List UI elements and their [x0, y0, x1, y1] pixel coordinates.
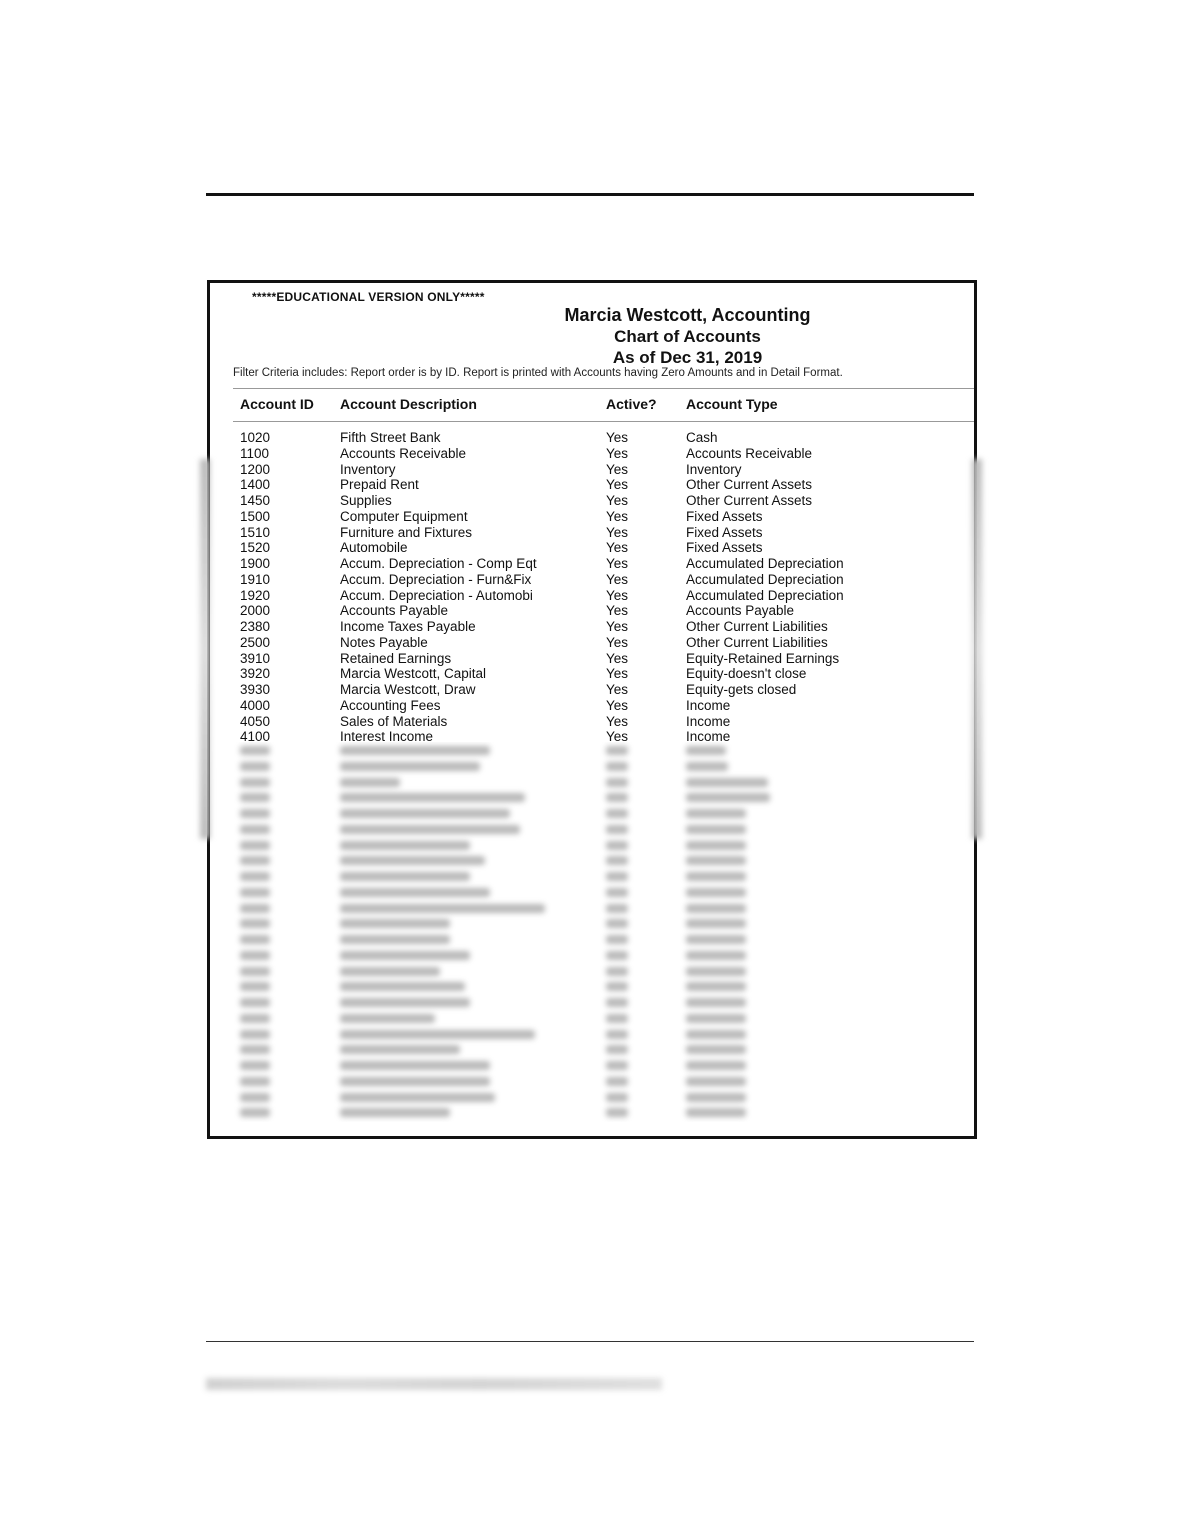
account-active-cell: Yes: [606, 524, 629, 540]
blurred-text: [240, 1108, 270, 1117]
account-description-cell: Inventory: [340, 461, 396, 477]
blurred-text: [240, 841, 270, 850]
blurred-text: [606, 746, 628, 755]
blurred-text: [606, 825, 628, 834]
blurred-text: [340, 919, 450, 928]
table-row: [210, 540, 974, 556]
blurred-text: [606, 762, 628, 771]
table-row: [210, 556, 974, 572]
blurred-text: [340, 935, 450, 944]
account-active-cell: Yes: [606, 603, 629, 619]
blurred-text: [240, 856, 270, 865]
blurred-text: [340, 904, 545, 913]
blurred-text: [686, 998, 746, 1007]
table-row: [210, 714, 974, 730]
account-type-cell: Fixed Assets: [686, 524, 763, 540]
account-active-cell: Yes: [606, 634, 629, 650]
account-id-cell: 1900: [240, 556, 271, 571]
account-description-cell: Marcia Westcott, Capital: [340, 666, 487, 682]
account-id-cell: 1400: [240, 477, 271, 493]
account-active-cell: Yes: [606, 556, 629, 571]
blurred-text: [340, 778, 400, 787]
blurred-row: [207, 1073, 977, 1089]
table-row: [210, 603, 974, 619]
blurred-text: [686, 1061, 746, 1070]
account-active-cell: Yes: [606, 571, 629, 587]
column-header-account-id: Account ID: [240, 396, 314, 412]
account-description-cell: Marcia Westcott, Draw: [340, 682, 476, 697]
blurred-text: [686, 1093, 746, 1102]
header-top-rule: [233, 388, 976, 389]
account-description-cell: Fifth Street Bank: [340, 430, 441, 445]
educational-banner: *****EDUCATIONAL VERSION ONLY*****: [252, 290, 485, 304]
blurred-text: [686, 967, 746, 976]
blurred-text: [606, 1061, 628, 1070]
blurred-text: [606, 935, 628, 944]
account-type-cell: Other Current Liabilities: [686, 619, 828, 634]
blurred-text: [240, 888, 270, 897]
account-active-cell: Yes: [606, 697, 629, 713]
account-active-cell: Yes: [606, 508, 629, 524]
blurred-row: [207, 805, 977, 821]
blurred-rows: [207, 742, 977, 1122]
blurred-text: [240, 872, 270, 881]
blurred-text: [240, 809, 270, 818]
blurred-text: [606, 982, 628, 991]
blurred-text: [606, 888, 628, 897]
account-type-cell: Equity-doesn't close: [686, 666, 807, 682]
account-id-cell: 4100: [240, 729, 271, 745]
blurred-text: [340, 1030, 535, 1039]
top-rule: [206, 193, 974, 196]
blurred-text: [606, 967, 628, 976]
table-row: [210, 430, 974, 446]
account-type-cell: Other Current Liabilities: [686, 634, 828, 650]
blurred-text: [340, 982, 465, 991]
account-active-cell: Yes: [606, 682, 629, 697]
filter-criteria: Filter Criteria includes: Report order is by ID. Report is printed with Accounts having Zero Amounts and in Detail Format.: [233, 367, 843, 379]
blurred-text: [606, 1108, 628, 1117]
account-id-cell: 2000: [240, 603, 271, 619]
account-type-cell: Accounts Payable: [686, 603, 795, 619]
account-description-cell: Interest Income: [340, 729, 434, 745]
account-type-cell: Equity-Retained Earnings: [686, 650, 840, 666]
blurred-row: [207, 742, 977, 758]
account-description-cell: Computer Equipment: [340, 508, 468, 524]
account-active-cell: Yes: [606, 430, 629, 445]
account-id-cell: 1100: [240, 445, 270, 461]
account-type-cell: Income: [686, 729, 731, 745]
blurred-text: [606, 904, 628, 913]
account-description-cell: Accum. Depreciation - Comp Eqt: [340, 556, 537, 571]
blurred-row: [207, 963, 977, 979]
account-description-cell: Automobile: [340, 540, 408, 556]
blurred-text: [240, 935, 270, 944]
blurred-text: [240, 919, 270, 928]
account-description-cell: Notes Payable: [340, 634, 428, 650]
account-description-cell: Prepaid Rent: [340, 477, 419, 493]
blur-edge-right: [972, 459, 982, 839]
blurred-text: [240, 793, 270, 802]
blurred-text: [340, 841, 470, 850]
blurred-text: [240, 1030, 270, 1039]
blurred-text: [606, 951, 628, 960]
table-row: [210, 477, 974, 493]
blurred-row: [207, 789, 977, 805]
blurred-row: [207, 994, 977, 1010]
blurred-text: [240, 904, 270, 913]
account-type-cell: Cash: [686, 430, 718, 445]
footer-blurred-text: [206, 1378, 662, 1390]
blurred-text: [686, 935, 746, 944]
blurred-text: [240, 1077, 270, 1086]
account-active-cell: Yes: [606, 587, 629, 603]
blurred-text: [686, 778, 768, 787]
blurred-text: [240, 1061, 270, 1070]
blurred-text: [240, 825, 270, 834]
blurred-text: [686, 825, 746, 834]
blurred-text: [340, 1093, 495, 1102]
account-type-cell: Other Current Assets: [686, 477, 813, 493]
blurred-text: [606, 998, 628, 1007]
report-title: Chart of Accounts: [614, 327, 761, 346]
blurred-text: [686, 762, 728, 771]
blurred-row: [207, 1010, 977, 1026]
blurred-text: [240, 998, 270, 1007]
account-type-cell: Income: [686, 713, 731, 729]
blur-edge-left: [200, 459, 210, 839]
blurred-text: [606, 793, 628, 802]
table-row: [210, 588, 974, 604]
account-id-cell: 2500: [240, 634, 271, 650]
column-header-active: Active?: [606, 396, 657, 412]
table-row: [210, 666, 974, 682]
account-id-cell: 3930: [240, 682, 271, 697]
account-description-cell: Income Taxes Payable: [340, 619, 476, 634]
accounts-table: [210, 430, 974, 745]
account-id-cell: 3910: [240, 650, 271, 666]
blurred-text: [686, 1030, 746, 1039]
blurred-text: [340, 998, 470, 1007]
report-date: As of Dec 31, 2019: [612, 348, 763, 367]
account-active-cell: Yes: [606, 540, 629, 556]
account-active-cell: Yes: [606, 666, 629, 682]
blurred-text: [606, 919, 628, 928]
blurred-text: [686, 841, 746, 850]
blurred-text: [606, 1014, 628, 1023]
blurred-text: [686, 1014, 746, 1023]
blurred-row: [207, 1041, 977, 1057]
blurred-row: [207, 978, 977, 994]
blurred-text: [240, 967, 270, 976]
blurred-text: [686, 919, 746, 928]
blurred-text: [686, 1108, 746, 1117]
account-type-cell: Other Current Assets: [686, 493, 813, 508]
table-row: [210, 619, 974, 635]
account-description-cell: Accounts Receivable: [340, 445, 467, 461]
account-type-cell: Accounts Receivable: [686, 445, 813, 461]
report-frame: [207, 280, 977, 1139]
blurred-text: [340, 856, 485, 865]
blurred-text: [340, 746, 490, 755]
account-description-cell: Retained Earnings: [340, 650, 452, 666]
blurred-text: [240, 762, 270, 771]
account-id-cell: 1520: [240, 540, 271, 556]
blurred-text: [686, 793, 770, 802]
account-id-cell: 3920: [240, 666, 271, 682]
table-row: [210, 493, 974, 509]
blurred-text: [686, 1045, 746, 1054]
account-description-cell: Accounts Payable: [340, 603, 449, 619]
blurred-text: [340, 1014, 435, 1023]
account-id-cell: 1920: [240, 587, 271, 603]
account-active-cell: Yes: [606, 445, 629, 461]
account-type-cell: Fixed Assets: [686, 508, 763, 524]
account-description-cell: Accounting Fees: [340, 697, 441, 713]
blurred-text: [240, 982, 270, 991]
account-type-cell: Income: [686, 697, 731, 713]
blurred-text: [606, 872, 628, 881]
account-id-cell: 1200: [240, 461, 271, 477]
blurred-text: [340, 762, 480, 771]
account-type-cell: Inventory: [686, 461, 742, 477]
blurred-text: [686, 1077, 746, 1086]
table-row: [210, 635, 974, 651]
blurred-text: [606, 1045, 628, 1054]
account-id-cell: 2380: [240, 619, 271, 634]
blurred-row: [207, 852, 977, 868]
blurred-text: [606, 856, 628, 865]
table-row: [210, 509, 974, 525]
blurred-text: [240, 1014, 270, 1023]
account-id-cell: 1510: [240, 524, 271, 540]
account-description-cell: Furniture and Fixtures: [340, 524, 473, 540]
blurred-text: [340, 1108, 450, 1117]
account-active-cell: Yes: [606, 477, 629, 493]
blurred-text: [686, 904, 746, 913]
account-id-cell: 4000: [240, 697, 271, 713]
blurred-row: [207, 1104, 977, 1120]
report-titles: [550, 305, 825, 368]
account-active-cell: Yes: [606, 493, 629, 508]
table-row: [210, 572, 974, 588]
blurred-text: [606, 1077, 628, 1086]
blurred-text: [240, 778, 270, 787]
account-active-cell: Yes: [606, 650, 629, 666]
account-id-cell: 1500: [240, 508, 271, 524]
column-header-account-type: Account Type: [686, 396, 778, 412]
blurred-text: [340, 809, 510, 818]
account-id-cell: 1910: [240, 571, 271, 587]
account-active-cell: Yes: [606, 729, 629, 745]
blurred-text: [340, 1045, 460, 1054]
column-headers: [210, 396, 974, 416]
blurred-row: [207, 1026, 977, 1042]
blurred-text: [240, 1045, 270, 1054]
account-description-cell: Accum. Depreciation - Automobi: [340, 587, 533, 603]
blurred-text: [686, 856, 746, 865]
blurred-text: [686, 982, 746, 991]
blurred-text: [240, 951, 270, 960]
account-id-cell: 1450: [240, 493, 271, 508]
column-header-description: Account Description: [340, 396, 477, 412]
blurred-text: [686, 746, 726, 755]
account-description-cell: Supplies: [340, 493, 392, 508]
blurred-text: [240, 1093, 270, 1102]
account-description-cell: Sales of Materials: [340, 713, 448, 729]
account-id-cell: 1020: [240, 430, 271, 445]
account-type-cell: Accumulated Depreciation: [686, 556, 844, 571]
blurred-row: [207, 1089, 977, 1105]
blurred-text: [606, 809, 628, 818]
blurred-text: [686, 888, 746, 897]
account-type-cell: Accumulated Depreciation: [686, 587, 844, 603]
blurred-text: [686, 872, 746, 881]
blurred-text: [240, 746, 270, 755]
table-row: [210, 698, 974, 714]
blurred-text: [686, 809, 746, 818]
blurred-text: [606, 841, 628, 850]
blurred-row: [207, 900, 977, 916]
blurred-text: [606, 778, 628, 787]
table-row: [210, 525, 974, 541]
blurred-text: [340, 793, 525, 802]
blurred-row: [207, 884, 977, 900]
blurred-row: [207, 915, 977, 931]
blurred-text: [340, 967, 440, 976]
table-row: [210, 682, 974, 698]
blurred-text: [340, 825, 520, 834]
table-row: [210, 462, 974, 478]
blurred-row: [207, 821, 977, 837]
blurred-text: [686, 951, 746, 960]
blurred-row: [207, 931, 977, 947]
account-description-cell: Accum. Depreciation - Furn&Fix: [340, 571, 532, 587]
bottom-rule: [206, 1341, 974, 1342]
blurred-row: [207, 1057, 977, 1073]
blurred-text: [606, 1093, 628, 1102]
blurred-text: [606, 1030, 628, 1039]
account-type-cell: Equity-gets closed: [686, 682, 797, 697]
table-row: [210, 651, 974, 667]
blurred-row: [207, 758, 977, 774]
blurred-row: [207, 837, 977, 853]
header-bottom-rule: [233, 421, 976, 422]
blurred-row: [207, 947, 977, 963]
blurred-text: [340, 1061, 490, 1070]
table-row: [210, 446, 974, 462]
account-active-cell: Yes: [606, 619, 629, 634]
account-type-cell: Accumulated Depreciation: [686, 571, 844, 587]
blurred-text: [340, 1077, 490, 1086]
account-type-cell: Fixed Assets: [686, 540, 763, 556]
company-name: Marcia Westcott, Accounting: [564, 305, 811, 325]
blurred-row: [207, 868, 977, 884]
account-active-cell: Yes: [606, 461, 629, 477]
blurred-text: [340, 872, 470, 881]
blurred-row: [207, 774, 977, 790]
blurred-text: [340, 888, 490, 897]
account-id-cell: 4050: [240, 713, 271, 729]
account-active-cell: Yes: [606, 713, 629, 729]
blurred-text: [340, 951, 470, 960]
